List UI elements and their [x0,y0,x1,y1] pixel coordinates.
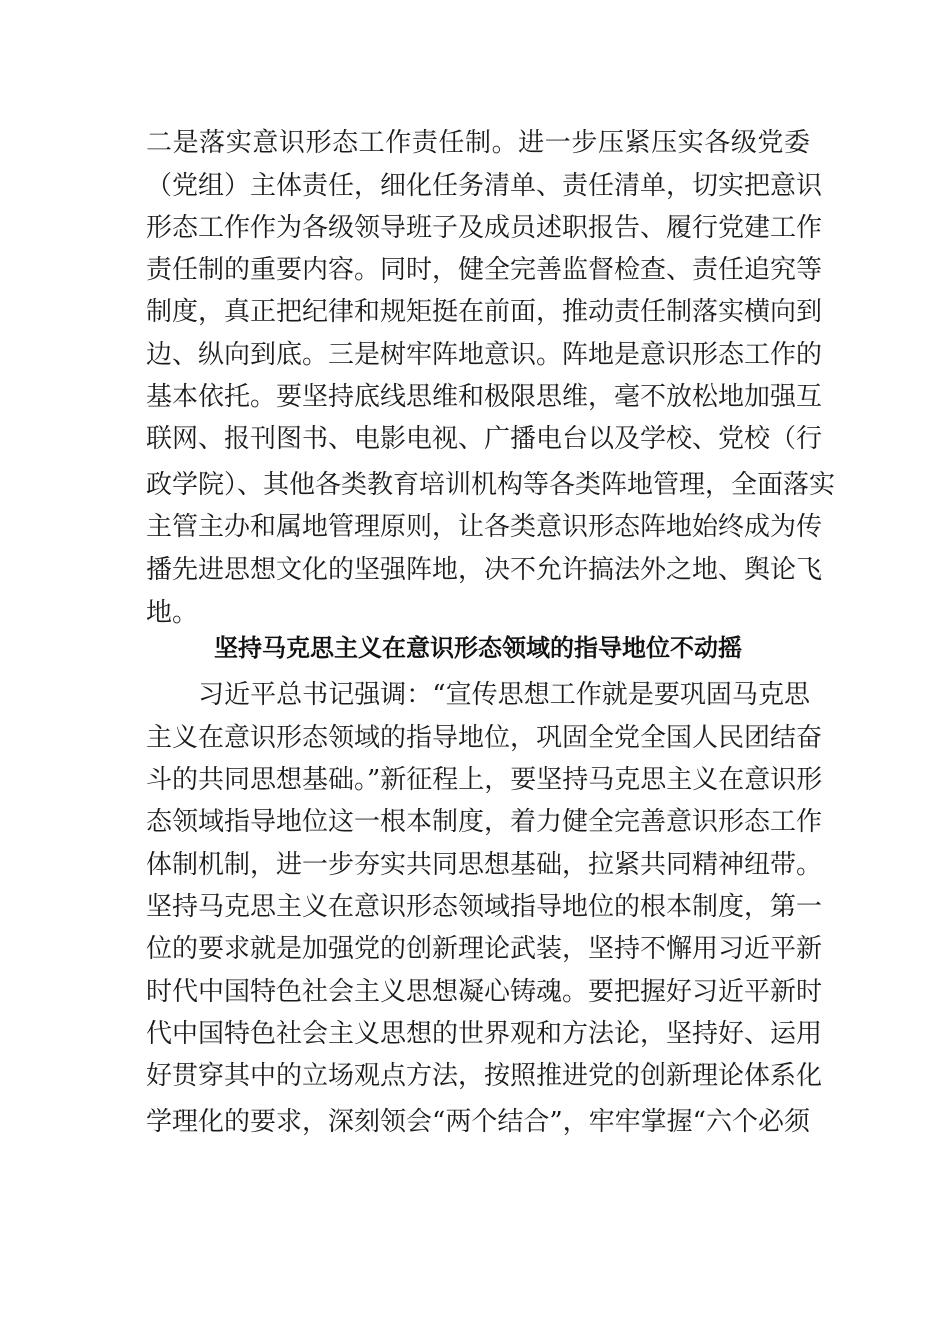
paragraph-line: 态领域指导地位这一根本制度，着力健全完善意识形态工作 [146,807,823,837]
paragraph-line: 主管主办和属地管理原则，让各类意识形态阵地始终成为传 [146,512,823,542]
paragraph-line: 学理化的要求，深刻领会“两个结合”，牢牢掌握“六个必须 [146,1107,810,1137]
paragraph-line: 联网、报刊图书、电影电视、广播电台以及学校、党校（行 [146,424,823,454]
paragraph-line: 责任制的重要内容。同时，健全完善监督检查、责任追究等 [146,255,823,285]
paragraph-line: 位的要求就是加强党的创新理论武装，坚持不懈用习近平新 [146,934,823,964]
paragraph-line: 政学院）、其他各类教育培训机构等各类阵地管理，全面落实 [146,470,836,500]
paragraph-line: 二是落实意识形态工作责任制。进一步压紧压实各级党委 [146,128,810,158]
paragraph-line: 体制机制，进一步夯实共同思想基础，拉紧共同精神纽带。 [146,850,823,880]
paragraph-line: 时代中国特色社会主义思想凝心铸魂。要把握好习近平新时 [146,977,823,1007]
paragraph-line: 主义在意识形态领域的指导地位，巩固全党全国人民团结奋 [146,723,823,753]
paragraph-line: （党组）主体责任，细化任务清单、责任清单，切实把意识 [146,171,823,201]
paragraph-line: 基本依托。要坚持底线思维和极限思维，毫不放松地加强互 [146,382,823,412]
paragraph-line: 代中国特色社会主义思想的世界观和方法论，坚持好、运用 [146,1019,823,1049]
paragraph-line: 形态工作作为各级领导班子及成员述职报告、履行党建工作 [146,213,823,243]
paragraph-line: 坚持马克思主义在意识形态领域指导地位的根本制度，第一 [146,892,823,922]
section-heading: 坚持马克思主义在意识形态领域的指导地位不动摇 [214,634,742,662]
paragraph-line: 制度，真正把纪律和规矩挺在前面，推动责任制落实横向到 [146,297,823,327]
paragraph-line: 习近平总书记强调：“宣传思想工作就是要巩固马克思 [146,680,810,710]
paragraph-line: 播先进思想文化的坚强阵地，决不允许搞法外之地、舆论飞 [146,555,823,585]
paragraph-line: 斗的共同思想基础。”新征程上，要坚持马克思主义在意识形 [146,765,823,795]
paragraph-line: 好贯穿其中的立场观点方法，按照推进党的创新理论体系化 [146,1061,823,1091]
paragraph-line: 边、纵向到底。三是树牢阵地意识。阵地是意识形态工作的 [146,340,823,370]
paragraph-line: 地。 [146,598,199,628]
